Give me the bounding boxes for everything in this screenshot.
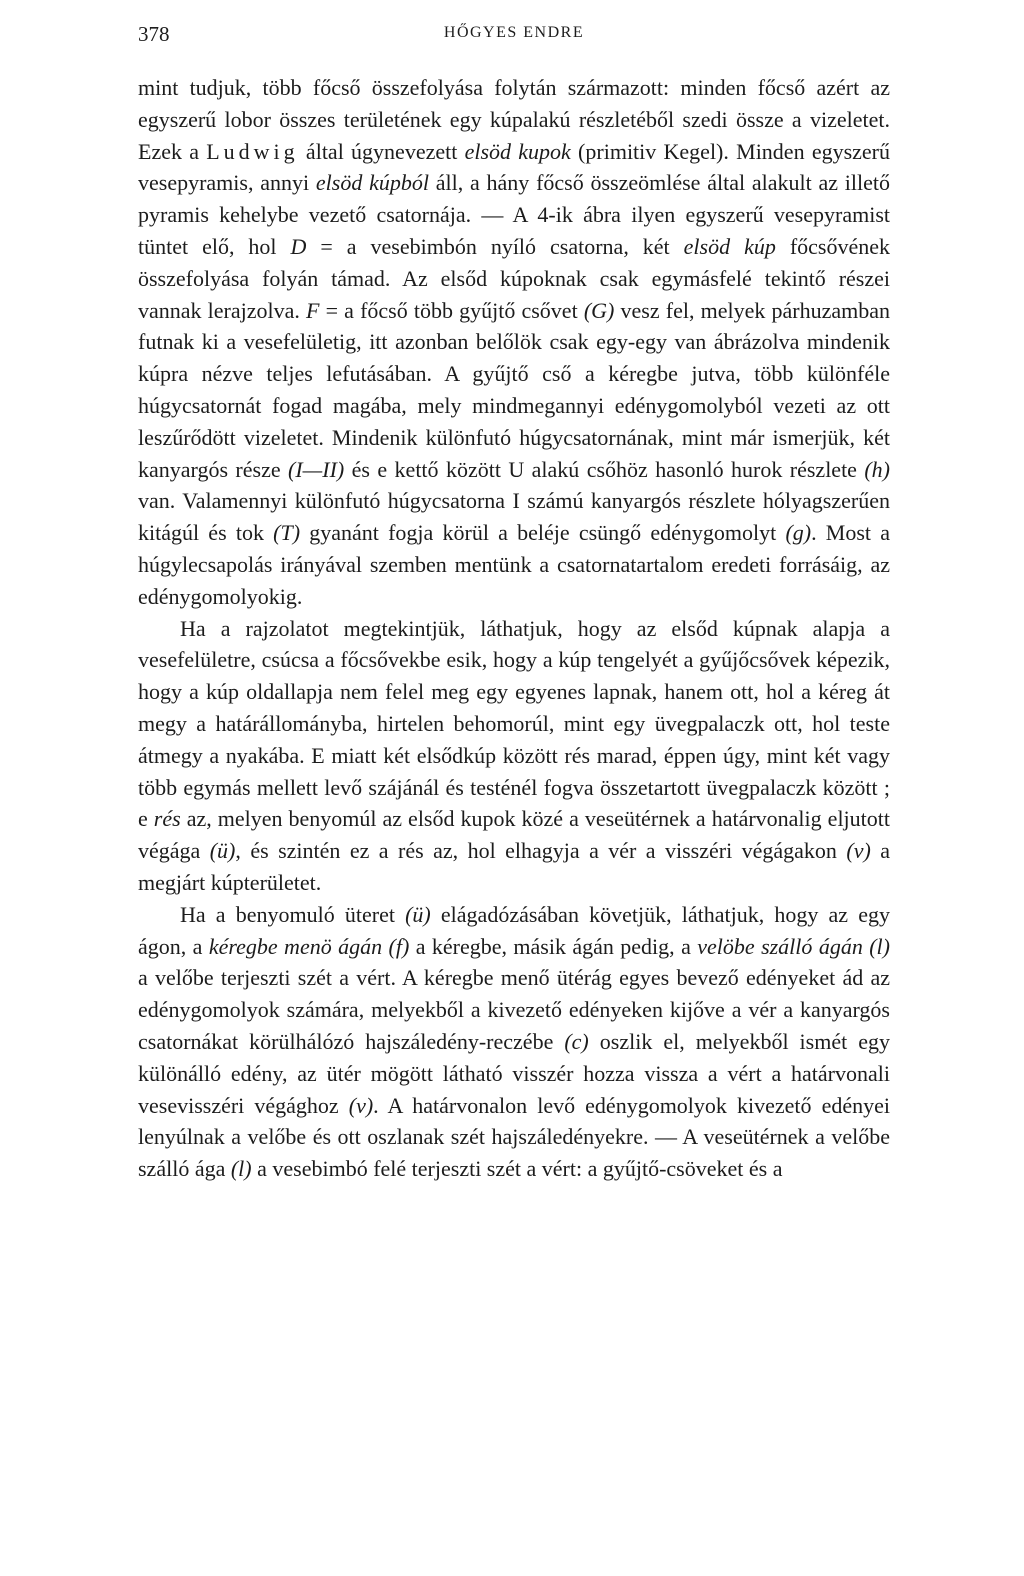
italic-text: D — [290, 233, 307, 259]
text-run: (primitiv Kegel). Minden egyszerű vesepyramis, annyi — [138, 138, 890, 196]
italic-text: (l) — [230, 1156, 252, 1182]
text-run: = a vesebimbón nyíló csatorna, két — [306, 233, 684, 259]
text-run: . Most a húgylecsapolás irányával szemben mentünk a csatornatartalom eredeti forrásáig, az edénygomolyokig. — [138, 520, 890, 609]
page-number: 378 — [138, 22, 170, 46]
italic-text: kéregbe menö ágán (f) — [208, 933, 410, 959]
text-run: az, melyen benyomúl az elsőd kupok közé a veseütérnek a határvonalig eljutott végága — [138, 806, 890, 864]
text-run: a kéregbe, másik ágán pedig, a — [409, 933, 698, 959]
italic-text: elsöd kúpból — [315, 170, 429, 196]
text-run: gyanánt fogja körül a beléje csüngő edénygomolyt — [300, 520, 786, 546]
text-run: . A határvonalon levő edénygomolyok kivezető edényei lenyúlnak a velőbe és ott oszlanak szét hajszáledényekre. — A veseütérnek a velőbe szálló ága — [138, 1092, 890, 1182]
italic-text: (ü) — [405, 901, 431, 927]
text-run: vesz fel, melyek párhuzamban futnak ki a vesefelületig, itt azonban belőlök csak egy-egy van ábrázolva mindenik kúpra nézve teljes lefutásában. A gyűjtő cső a kéregbe jutva, több különféle húgycsatornát fogad magába, mely mindmegannyi edénygomolyból vezeti az ott leszűrődött vizeletet. Mindenik különfutó húgycsatornának, mint már ismerjük, két kanyargós része — [138, 297, 890, 482]
italic-text: elsöd kúp — [683, 233, 776, 259]
italic-text: (ü) — [209, 838, 236, 864]
paragraph — [138, 613, 890, 899]
text-run: mint tudjuk, több főcső összefolyása folytán származott: minden főcső azért az egyszerű lobor összes területének egy kúpalakú részletéből szedi össze a vizeletet. Ezek a — [138, 75, 890, 164]
body-text — [138, 72, 890, 1185]
text-run: által úgynevezett — [298, 138, 465, 164]
running-head: HŐGYES ENDRE — [443, 24, 585, 41]
page-header — [138, 22, 890, 52]
italic-text: (c) — [564, 1028, 589, 1054]
italic-text: velöbe szálló ágán (l) — [697, 933, 890, 959]
text-run: áll, a hány főcső összeömlése által alakult az illető pyramis kehelybe vezető csatornája. — A 4-ik ábra ilyen egyszerű vesepyramist tüntet elő, hol — [138, 170, 890, 259]
text-run: a vesebimbó felé terjeszti szét a vért: a gyűjtő-csöveket és a — [251, 1156, 783, 1182]
italic-text: (g) — [785, 520, 812, 546]
text-run: a megjárt kúpterületet. — [138, 838, 890, 895]
text-run: a velőbe terjeszti szét a vért. A kéregbe menő ütérág egyes bevező edényeket ád az edénygomolyok számára, melyekből a kivezető edényeken kijőve a vér a kanyargós csatornákat körülhálózó hajszáledény-reczébe — [138, 965, 890, 1054]
paragraph — [138, 899, 890, 1185]
italic-text: rés — [153, 806, 181, 832]
text-run: és e kettő között U alakú csőhöz hasonló hurok részlete — [344, 456, 865, 482]
spaced-name: Ludwig — [206, 138, 299, 164]
italic-text: (h) — [864, 456, 891, 482]
italic-text: (T) — [273, 520, 301, 546]
italic-text: (v) — [348, 1092, 374, 1118]
italic-text: (I—II) — [288, 456, 345, 482]
text-run: , és szintén ez a rés az, hol elhagyja a vér a visszéri végágakon — [235, 838, 847, 864]
italic-text: elsöd kupok — [464, 138, 571, 164]
paragraph — [138, 72, 890, 613]
text-run: = a főcső több gyűjtő csővet — [319, 297, 584, 323]
italic-text: (v) — [846, 838, 871, 864]
text-run: Ha a rajzolatot megtekintjük, láthatjuk, hogy az elsőd kúpnak alapja a vesefelületre, csúcsa a főcsővekbe esik, hogy a kúp tengelyét a gyűjőcsővek képezik, hogy a kúp oldallapja nem felel meg egy egyenes lapnak, hanem ott, hol a kéreg át megy a határállományba, hirtelen behomorúl, mint egy üvegpalaczk ott, hol teste átmegy a nyakába. E miatt két elsődkúp között rés marad, éppen úgy, mint két vagy több egymás mellett levő szájánál és testénél fogva összetartott üvegpalaczk között ; e — [138, 615, 890, 832]
text-run: oszlik el, melyekből ismét egy különálló edény, az ütér mögött látható visszér hozza vissza a vért a határvonali vesevisszéri végághoz — [138, 1028, 890, 1118]
italic-text: F — [306, 297, 320, 323]
text-run: van. Valamennyi különfutó húgycsatorna I számú kanyargós részlete hólyagszerűen kitágúl és tok — [138, 488, 890, 546]
text-run: elágadózásában követjük, láthatjuk, hogy az egy ágon, a — [138, 901, 890, 959]
text-run: Ha a benyomuló üteret — [180, 901, 406, 927]
text-run: főcsővének összefolyása folyán támad. Az elsőd kúpoknak csak egymásfelé tekintő részei vannak lerajzolva. — [138, 233, 891, 323]
italic-text: (G) — [583, 297, 615, 323]
